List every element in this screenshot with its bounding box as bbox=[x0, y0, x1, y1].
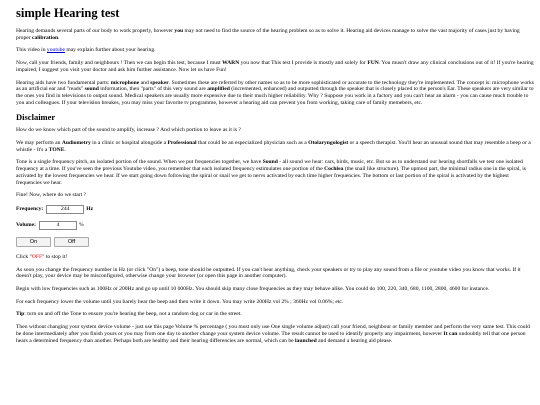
bold-text: FUN bbox=[367, 60, 379, 67]
text: . Sometimes these are referred by other names so as to be more sophisticated or accurate to the technology they're implemented. The concept is: microphone works as an artificial ear and "reads" bbox=[16, 79, 534, 93]
bold-text: speaker bbox=[150, 79, 169, 86]
bold-text: Otolaryngologist bbox=[308, 140, 349, 147]
text: undoubtly tell that one person hears a determined frequency than another. Perhaps both are healthy and their hearing differencies are normal, which can be bbox=[16, 330, 526, 344]
text: " to stop it! bbox=[42, 253, 68, 260]
youtube-link[interactable]: youtube bbox=[46, 47, 65, 54]
volume-row bbox=[16, 221, 534, 230]
text: and demand a hearing aid please. bbox=[316, 337, 393, 344]
volume-unit: % bbox=[79, 222, 84, 229]
text: may explain further about your hearing. bbox=[64, 47, 156, 54]
page bbox=[16, 6, 534, 350]
disclaimer-heading: Disclaimer bbox=[16, 112, 56, 123]
text: (the snail like structure). The upmost part, the minimal radius one in the spiral, is activated by the lowest frequencies we hear. If we start going down following the spiral or snail we get to nervs activated by each time higher frequencies. The bottom or last portion of the spiral is activated by the highest frequencies we hear. bbox=[16, 166, 526, 186]
bold-text: It can bbox=[443, 330, 458, 337]
intro-paragraph bbox=[16, 28, 534, 41]
bold-text: Cochlea bbox=[324, 166, 344, 173]
text: Tone is a single frequency pitch, an isolated portion of the sound. When we put frequencies together, we have bbox=[16, 159, 263, 166]
tip-label: Tip bbox=[16, 311, 25, 318]
tone-buttons bbox=[16, 237, 534, 247]
bold-text: microphone bbox=[110, 79, 140, 86]
bold-text: Sound bbox=[262, 159, 278, 166]
start-paragraph: Fine! Now, where do we start ? bbox=[16, 192, 87, 199]
tone-paragraph bbox=[16, 159, 534, 186]
text: Click " bbox=[16, 253, 32, 260]
frequency-row bbox=[16, 205, 534, 214]
warning-paragraph bbox=[16, 60, 534, 73]
bold-text: Professional bbox=[167, 140, 197, 147]
volume-input[interactable]: 4 bbox=[39, 221, 77, 230]
comparison-paragraph bbox=[16, 324, 534, 344]
frequency-unit: Hz bbox=[86, 206, 94, 213]
text: . bbox=[64, 146, 66, 153]
bold-text: Audiometry bbox=[61, 140, 91, 147]
bold-text: WARN bbox=[222, 60, 240, 67]
text: or a speech therapist. You'll hear an unusual sound that may resemble a beep or a whistle - It's a bbox=[16, 140, 531, 153]
stop-paragraph bbox=[16, 254, 534, 261]
beep-paragraph: As soon you change the frequency number in Hz (or click "On") a beep, tone should be outputted. If you can't hear anything, check your speakers or try to play any sound from a file or youtube video you know that works. If it doesn't play, your device may be misconfigured, otherwise change your browser (or open this page in another computer). bbox=[16, 266, 521, 280]
frequencies-paragraph: Begin with low frequencies such as 100Hz or 200Hz and go up until 10 000Hz. You should skip many close frequencies as they may behave alike. You could do 100, 220, 340, 680, 1100, 2800, 4600 for instance. bbox=[16, 286, 490, 293]
text: This video in bbox=[16, 47, 47, 54]
bold-text: sound bbox=[84, 86, 99, 93]
frequency-input[interactable]: 244 bbox=[46, 205, 84, 214]
question-paragraph: How do we know which part of the sound to amplify, increase ? And which portion to leave as it is ? bbox=[16, 127, 241, 134]
on-button[interactable]: On bbox=[16, 237, 51, 247]
text: you now that This test I provide is mostly and solely for bbox=[239, 60, 368, 67]
text: We may perform an bbox=[16, 140, 62, 147]
text: . bbox=[58, 34, 60, 41]
bold-text: calibration bbox=[32, 34, 59, 41]
text: and bbox=[139, 79, 151, 86]
text: in a clinic or hospital alongside a bbox=[90, 140, 168, 147]
text: Hearing demands several parts of our body to work properly, however bbox=[16, 28, 175, 34]
audiometry-paragraph bbox=[16, 140, 534, 153]
text: - all sound we hear: cars, birds, music, etc. But so as to understand our hearing shortfalls we test one isolated frequency at a time. If you've seen the previous Youtube video, you remember that each isolated frequency estimulates one portion of the bbox=[16, 159, 523, 173]
volume-paragraph: For each frequency lower the volume until you barely hear the beep and then write it down. You may write 200Hz vol 2% ; 360Hz vol 0.06%; etc. bbox=[16, 298, 344, 305]
text: information, then "parts" of this very sound are bbox=[98, 86, 208, 93]
text: that could be an especialized physician such as a bbox=[196, 140, 309, 147]
text: Now, call your friends, family and neighbours ! Then we can begin this test, because I must bbox=[16, 60, 223, 67]
bold-text: amplified bbox=[207, 86, 230, 93]
off-button[interactable]: Off bbox=[54, 237, 89, 247]
frequency-label: Frequency: bbox=[16, 206, 44, 213]
bold-text: you bbox=[174, 28, 184, 34]
text: : turn on and off the Tone to ensure you're hearing the beep, not a random dog or car in the street. bbox=[24, 311, 242, 318]
hearing-aid-paragraph bbox=[16, 80, 534, 107]
text: Hearing aids have two fundamental parts: bbox=[16, 79, 111, 86]
bold-text: launched bbox=[295, 337, 317, 344]
bold-text: TONE bbox=[48, 146, 65, 153]
text: Then without changing your system device volume - just use this page Volume % percentage ( you must only use One single volume adjust) call your friend, neighbour or family member and perform the very same test. This could be done intermediately after you finish yours or you may from one day to another change your system device volume. The result cannot be used to identify properly any impairment, however bbox=[16, 324, 530, 337]
off-highlight: OFF bbox=[31, 253, 43, 260]
text: (incremented, enhanced) and outputted through the speaker that is closely placed to the person's Ear. These speakers are very similar to the ones you find in televisions to output sound. Medical speakers are usually more expensive due to their much higher reliability. Why ? Suppose you work in a factory and you can't hear an alarm - you can cause much trouble to you and colleagues. If your television breakes, you may miss your favorite tv programme, however a hearing aid can prevent you from working, taking care of family memebers, etc. bbox=[16, 86, 534, 106]
text: may not need to find the source of the hearing problem so as to solve it. Hearing aid devices manage to solve the vast majority of cases just by having proper bbox=[16, 28, 520, 41]
page-title: simple Hearing test bbox=[16, 6, 120, 20]
volume-label: Volume: bbox=[16, 222, 36, 229]
tip-paragraph bbox=[16, 311, 534, 318]
video-paragraph bbox=[16, 47, 534, 54]
text: . You musn't draw any clinical conclusions out of it! If you're hearing impaired, I suggest you visit your doctor and ask him further assistance. Now let us have Fun! bbox=[16, 60, 534, 73]
